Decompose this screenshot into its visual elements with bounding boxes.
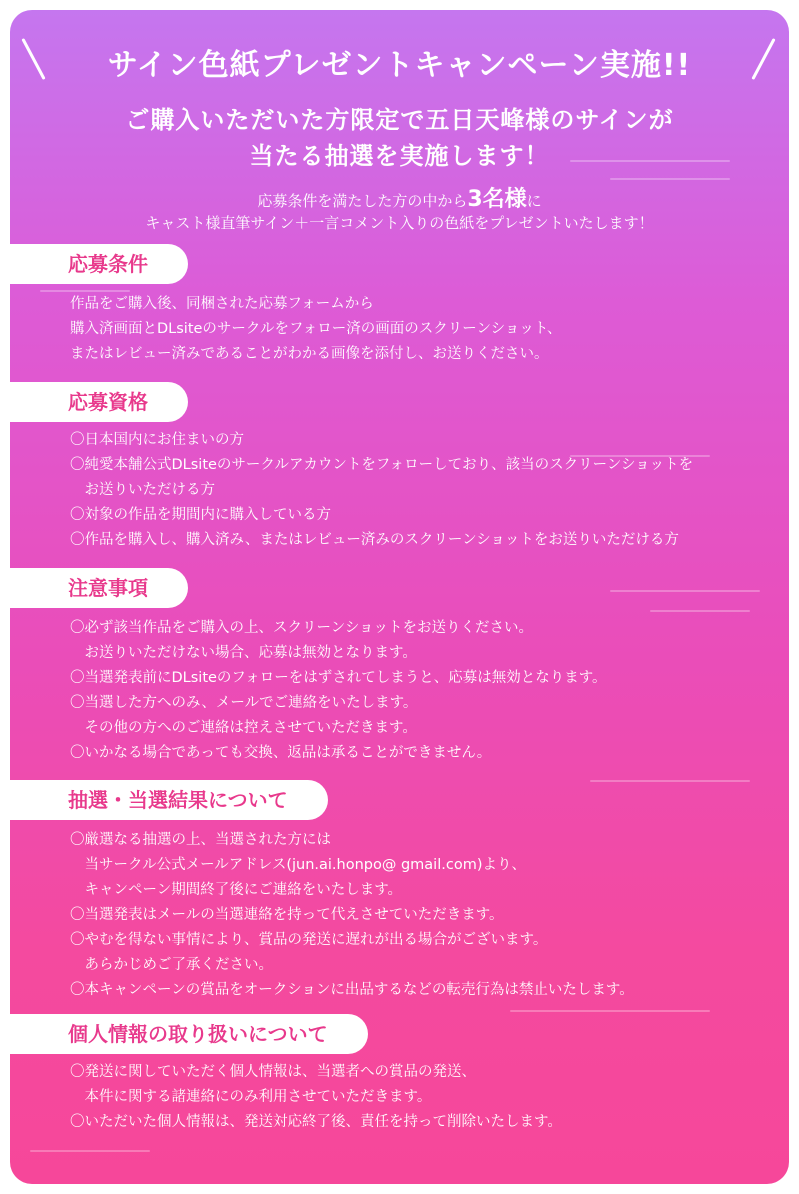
body-line: 〇必ず該当作品をご購入の上、スクリーンショットをお送りください。 — [70, 620, 534, 636]
intro-line-2: キャスト様直筆サイン＋一言コメント入りの色紙をプレゼントいたします！ — [145, 214, 654, 232]
body-line: 〇作品を購入し、購入済み、またはレビュー済みのスクリーンショットをお送りいただける方 — [70, 532, 679, 548]
decor-line — [610, 178, 730, 180]
decor-line — [30, 1150, 150, 1152]
body-line: 〇発送に関していただく個人情報は、当選者への賞品の発送、 — [70, 1064, 476, 1080]
section-title: 応募条件 — [10, 244, 188, 284]
decor-line — [650, 610, 750, 612]
section-title: 個人情報の取り扱いについて — [10, 1014, 368, 1054]
body-line: 〇当選した方へのみ、メールでご連絡をいたします。 — [70, 695, 418, 711]
campaign-headline: サイン色紙プレゼントキャンペーン実施!! — [107, 48, 692, 83]
section-body — [70, 428, 770, 553]
body-line: 購入済画面とDLsiteのサークルをフォロー済の画面のスクリーンショット、 — [70, 321, 562, 337]
section-body — [70, 616, 770, 766]
intro-text: に — [526, 192, 542, 210]
intro-text: 応募条件を満たした方の中から — [257, 192, 468, 210]
body-line: またはレビュー済みであることがわかる画像を添付し、お送りください。 — [70, 346, 549, 362]
lead-line-1: ご購入いただいた方限定で五日天峰様のサインが — [125, 106, 674, 134]
decor-line — [590, 780, 750, 782]
decor-line — [510, 1010, 710, 1012]
campaign-card — [10, 10, 789, 1184]
body-line: 〇厳選なる抽選の上、当選された方には — [70, 832, 331, 848]
body-line: 〇本キャンペーンの賞品をオークションに出品するなどの転売行為は禁止いたします。 — [70, 982, 634, 998]
section-body — [70, 828, 770, 1003]
body-line: 本件に関する諸連絡にのみ利用させていただきます。 — [70, 1089, 432, 1105]
lead-line-2: 当たる抽選を実施します！ — [249, 142, 550, 170]
body-line: 〇対象の作品を期間内に購入している方 — [70, 507, 331, 523]
decor-line — [610, 590, 760, 592]
body-line: 〇いただいた個人情報は、発送対応終了後、責任を持って削除いたします。 — [70, 1114, 562, 1130]
winner-count: 3名様 — [467, 187, 527, 212]
body-line: お送りいただけない場合、応募は無効となります。 — [70, 645, 417, 661]
body-line: お送りいただける方 — [70, 482, 215, 498]
intro-line-1 — [10, 182, 789, 213]
body-line: キャンペーン期間終了後にご連絡をいたします。 — [70, 882, 403, 898]
body-line: 〇日本国内にお住まいの方 — [70, 432, 244, 448]
body-line: 〇いかなる場合であっても交換、返品は承ることができません。 — [70, 745, 492, 761]
body-line: 当サークル公式メールアドレス(jun.ai.honpo@ gmail.com)より、 — [70, 857, 526, 873]
section-body — [70, 1060, 770, 1135]
body-line: 〇当選発表前にDLsiteのフォローをはずされてしまうと、応募は無効となります。 — [70, 670, 607, 686]
section-title: 応募資格 — [10, 382, 188, 422]
body-line: その他の方へのご連絡は控えさせていただきます。 — [70, 720, 417, 736]
section-title: 抽選・当選結果について — [10, 780, 328, 820]
section-title: 注意事項 — [10, 568, 188, 608]
section-body — [70, 292, 770, 367]
body-line: あらかじめご了承ください。 — [70, 957, 273, 973]
body-line: 〇当選発表はメールの当選連絡を持って代えさせていただきます。 — [70, 907, 504, 923]
body-line: 〇純愛本舗公式DLsiteのサークルアカウントをフォローしており、該当のスクリーンショットを — [70, 457, 694, 473]
body-line: 〇やむを得ない事情により、賞品の発送に遅れが出る場合がございます。 — [70, 932, 548, 948]
body-line: 作品をご購入後、同梱された応募フォームから — [70, 296, 374, 312]
